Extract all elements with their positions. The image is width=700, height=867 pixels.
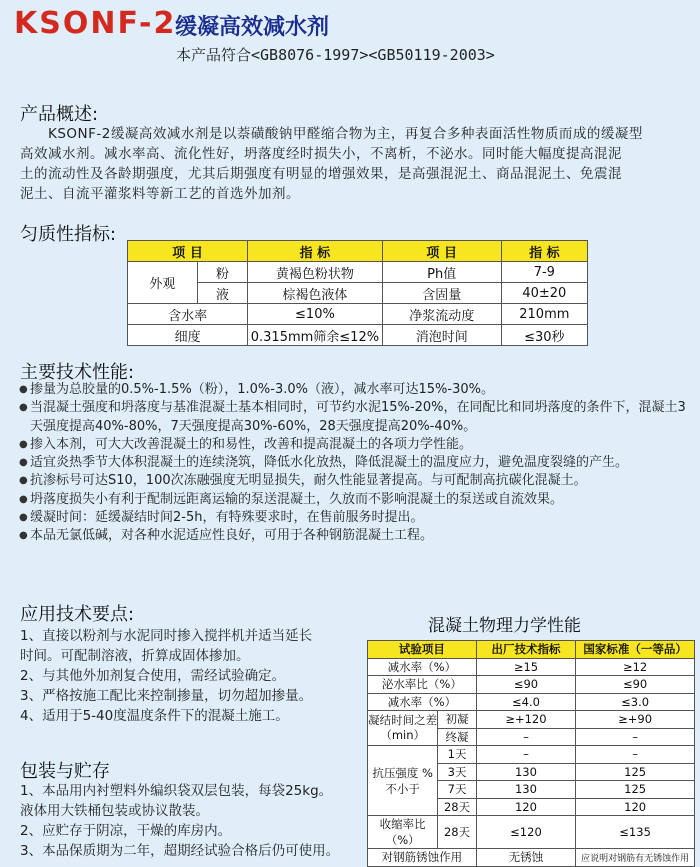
table-row <box>368 816 695 849</box>
app-line: 1、直接以粉剂与水泥同时掺入搅拌机并适当延长 <box>20 628 313 644</box>
cell: 130 <box>476 781 575 799</box>
cell: 7天 <box>438 781 476 799</box>
app-line: 2、与其他外加剂复合使用，需经试验确定。 <box>20 668 286 684</box>
product-code: KSONF-2 <box>14 6 177 41</box>
tech-title: 主要技术性能: <box>20 362 135 383</box>
cell: ≤90 <box>476 676 575 694</box>
overview-text <box>20 124 690 204</box>
header-cell: 项 目 <box>382 241 501 262</box>
cell: ≤90 <box>576 676 695 694</box>
cell: ≤10% <box>248 304 383 325</box>
cell: 含固量 <box>382 283 501 304</box>
cell: ≥15 <box>476 658 575 676</box>
cell: ≤3.0 <box>576 693 695 711</box>
pack-line: 2、应贮存于阴凉，干燥的库房内。 <box>20 823 232 839</box>
table-row <box>128 304 588 325</box>
header-cell: 指 标 <box>248 241 383 262</box>
table-row <box>368 849 695 867</box>
cell: 对钢筋锈蚀作用 <box>368 849 477 867</box>
cell: ≥+90 <box>576 711 695 729</box>
cell: 7-9 <box>501 262 587 283</box>
cell: 125 <box>576 781 695 799</box>
app-line: 4、适用于5-40度温度条件下的混凝土施工。 <box>20 708 289 724</box>
list-item: ● 抗渗标号可达S10，100次冻融强度无明显损失，耐久性能显著提高。与可配制高抗碳化混凝土。 <box>19 472 689 490</box>
header-cell: 试验项目 <box>368 641 477 659</box>
overview-line: KSONF-2缓凝高效减水剂是以萘磺酸钠甲醛缩合物为主，再复合多种表面活性物质而成的缓凝型 <box>48 126 643 142</box>
cell: Ph值 <box>382 262 501 283</box>
cell: 液 <box>197 283 247 304</box>
cell: ≤135 <box>576 816 695 849</box>
packaging-text <box>20 781 365 861</box>
cell: 1天 <box>438 746 476 764</box>
list-item: ● 当混凝土强度和坍落度与基准混凝土基本相同时，可节约水泥15%-20%，在同配比和同坍落度的条件下，混凝土3天强度提高40%-80%，7天强度提高30%-60%，28天强度提高20%-40%。 <box>19 399 689 436</box>
cell: 粉 <box>197 262 247 283</box>
cell: 减水率（%） <box>368 693 477 711</box>
cell: 消泡时间 <box>382 325 501 346</box>
list-item: ● 本品无氯低碱，对各种水泥适应性良好，可用于各种钢筋混凝土工程。 <box>19 527 689 545</box>
cell: 含水率 <box>128 304 248 325</box>
cell: 120 <box>576 798 695 816</box>
packaging-title: 包装与贮存 <box>20 761 110 782</box>
app-line: 时间。可配制溶液，折算成固体掺加。 <box>20 648 250 664</box>
cell: 无锈蚀 <box>476 849 575 867</box>
cell: 黄褐色粉状物 <box>248 262 383 283</box>
cell: 210mm <box>501 304 587 325</box>
pack-line: 1、本品用内衬塑料外编织袋双层包装，每袋25kg。 <box>20 783 333 799</box>
table-row <box>368 746 695 764</box>
cell: 减水率（%） <box>368 658 477 676</box>
pack-line: 液体用大铁桶包装或协议散装。 <box>20 803 209 819</box>
cell: 收缩率比（%） <box>368 816 438 849</box>
appearance-label: 外观 <box>128 262 198 304</box>
standard-line: 本产品符合<GB8076-1997><GB50119-2003> <box>176 46 495 64</box>
cell: – <box>576 746 695 764</box>
overview-line: 高效减水剂。减水率高、流化性好，坍落度经时损失小，不离析，不泌水。同时能大幅度提高混泥 <box>20 146 622 162</box>
cell: 抗压强度 % 不小于 <box>368 746 438 816</box>
table-row <box>368 693 695 711</box>
list-item: ● 适宜炎热季节大体积混凝土的连续浇筑，降低水化放热，降低混凝土的温度应力，避免温度裂缝的产生。 <box>19 454 689 472</box>
table-row <box>368 711 695 729</box>
overview-line: 土的流动性及各龄期强度，尤其后期强度有明显的增强效果，是高强混泥土、商品混泥土、免震混 <box>20 166 622 182</box>
mech-table <box>367 640 695 867</box>
cell: 终凝 <box>438 728 476 746</box>
header-cell: 出厂技术指标 <box>476 641 575 659</box>
cell: ≤4.0 <box>476 693 575 711</box>
cell: ≥+120 <box>476 711 575 729</box>
table-row <box>368 658 695 676</box>
uniformity-title: 匀质性指标: <box>20 224 117 245</box>
table-header-row <box>368 641 695 659</box>
tech-list <box>19 381 689 546</box>
cell: 28天 <box>438 798 476 816</box>
cell: 凝结时间之差（min） <box>368 711 438 746</box>
cell: 应说明对钢筋有无锈蚀作用 <box>576 849 695 867</box>
list-item: ● 缓凝时间：延缓凝结时间2-5h，有特殊要求时，在售前服务时提出。 <box>19 509 689 527</box>
overview-line: 泥土、自流平灌浆料等新工艺的首选外加剂。 <box>20 186 300 202</box>
table-row <box>128 325 588 346</box>
cell: ≤120 <box>476 816 575 849</box>
app-line: 3、严格按施工配比来控制掺量，切勿超加掺量。 <box>20 688 313 704</box>
table-row <box>368 676 695 694</box>
cell: 40±20 <box>501 283 587 304</box>
cell: 净浆流动度 <box>382 304 501 325</box>
overview-title: 产品概述: <box>20 104 99 125</box>
header-cell: 国家标准（一等品） <box>576 641 695 659</box>
list-item: ● 掺量为总胶量的0.5%-1.5%（粉），1.0%-3.0%（液），减水率可达15%-30%。 <box>19 381 689 399</box>
cell: 泌水率比（%） <box>368 676 477 694</box>
cell: 0.315mm筛余≤12% <box>248 325 383 346</box>
cell: ≥12 <box>576 658 695 676</box>
cell: – <box>476 746 575 764</box>
mech-title: 混凝土物理力学性能 <box>428 616 581 636</box>
table-row <box>128 262 588 283</box>
cell: – <box>576 728 695 746</box>
cell: 130 <box>476 763 575 781</box>
table-row <box>128 283 588 304</box>
cell: 28天 <box>438 816 476 849</box>
header-cell: 指 标 <box>501 241 587 262</box>
cell: 3天 <box>438 763 476 781</box>
application-text <box>20 626 360 726</box>
list-item: ● 坍落度损失小有利于配制远距离运输的泵送混凝土，久放而不影响混凝土的泵送或自流效果。 <box>19 491 689 509</box>
pack-line: 3、本品保质期为二年，超期经试验合格后仍可使用。 <box>20 843 340 859</box>
cell: 细度 <box>128 325 248 346</box>
cell: – <box>476 728 575 746</box>
cell: ≤30秒 <box>501 325 587 346</box>
cell: 125 <box>576 763 695 781</box>
cell: 初凝 <box>438 711 476 729</box>
product-name: 缓凝高效减水剂 <box>175 15 330 40</box>
uniformity-table <box>127 240 588 346</box>
application-title: 应用技术要点: <box>20 604 135 625</box>
header-cell: 项 目 <box>128 241 248 262</box>
cell: 120 <box>476 798 575 816</box>
cell: 棕褐色液体 <box>248 283 383 304</box>
list-item: ● 掺入本剂，可大大改善混凝土的和易性，改善和提高混凝土的各项力学性能。 <box>19 436 689 454</box>
table-header-row <box>128 241 588 262</box>
